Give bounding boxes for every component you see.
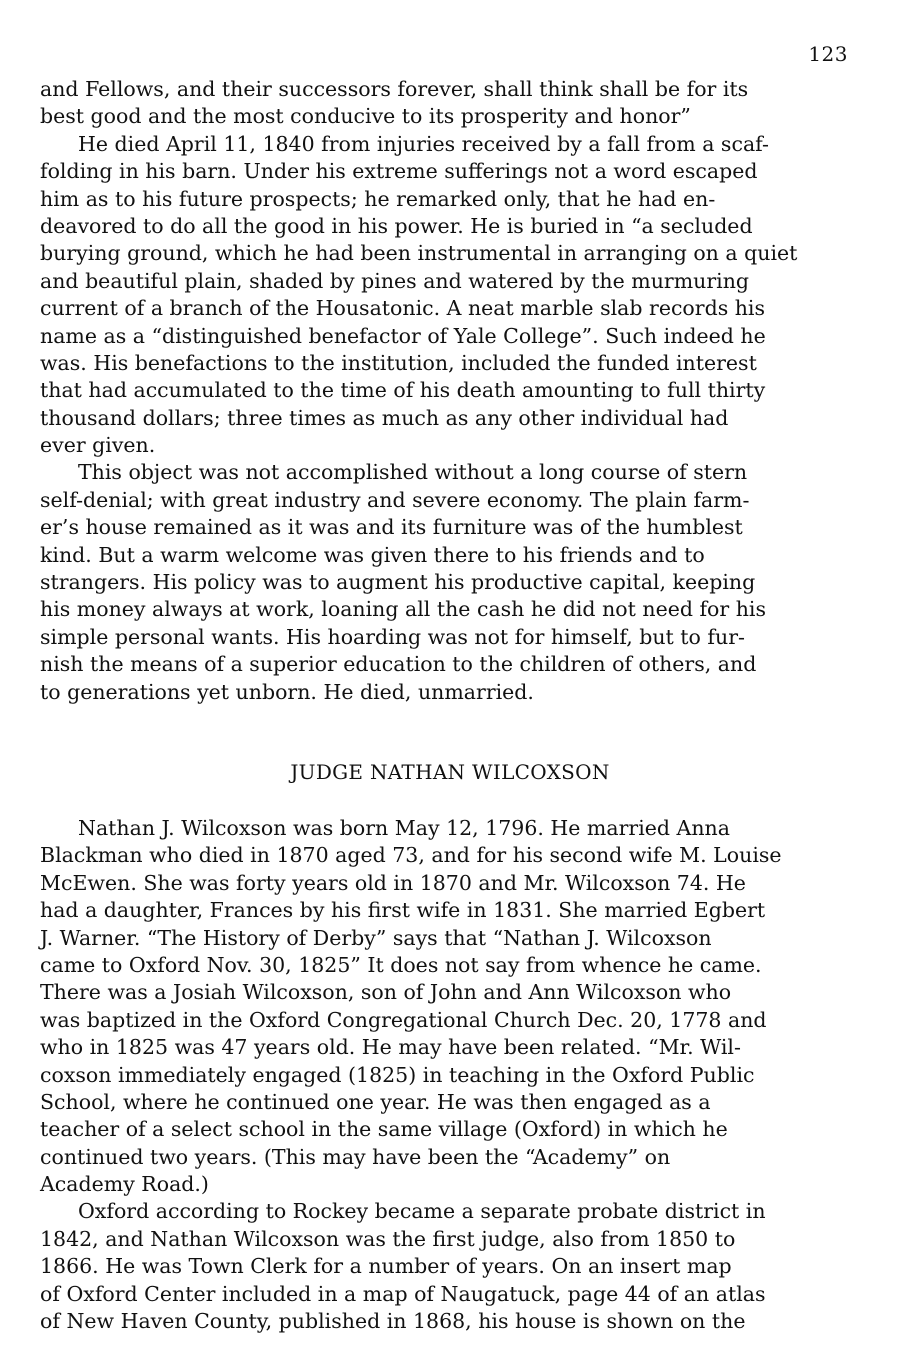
text-line: deavored to do all the good in his power. He is buried in “a secluded (40, 213, 753, 238)
text-line: had a daughter, Frances by his first wife in 1831. She married Egbert (40, 898, 766, 923)
text-line: and Fellows, and their successors forever, shall think shall be for its (40, 77, 749, 101)
text-line: 1866. He was Town Clerk for a number of years. On an insert map (40, 1254, 732, 1279)
text-line: that had accumulated to the time of his death amounting to full thirty (40, 378, 766, 403)
text-line: School, where he continued one year. He was then engaged as a (40, 1089, 711, 1114)
paragraph-start-line: Nathan J. Wilcoxson was born May 12, 1796. He married Anna (78, 816, 730, 840)
text-line: 1842, and Nathan Wilcoxson was the first judge, also from 1850 to (40, 1226, 736, 1251)
text-line: er’s house remained as it was and its furniture was of the humblest (40, 515, 743, 540)
text-line: strangers. His policy was to augment his productive capital, keeping (40, 570, 756, 595)
text-line: thousand dollars; three times as much as any other individual had (40, 405, 729, 430)
text-line: kind. But a warm welcome was given there to his friends and to (40, 542, 705, 567)
body-text-section-1 (40, 76, 860, 706)
text-line: folding in his barn. Under his extreme sufferings not a word escaped (40, 159, 758, 184)
text-line: McEwen. She was forty years old in 1870 and Mr. Wilcoxson 74. He (40, 870, 746, 895)
text-line: Blackman who died in 1870 aged 73, and for his second wife M. Louise (40, 843, 782, 868)
text-line: was. His benefactions to the institution, included the funded interest (40, 350, 757, 375)
text-line: Academy Road.) (40, 1172, 209, 1197)
text-line: There was a Josiah Wilcoxson, son of John and Ann Wilcoxson who (40, 980, 732, 1005)
text-line: who in 1825 was 47 years old. He may have been related. “Mr. Wil- (40, 1035, 741, 1060)
text-line: of Oxford Center included in a map of Naugatuck, page 44 of an atlas (40, 1281, 766, 1306)
text-line: continued two years. (This may have been the “Academy” on (40, 1144, 671, 1169)
text-line: came to Oxford Nov. 30, 1825” It does not say from whence he came. (40, 952, 762, 977)
text-line: nish the means of a superior education to the children of others, and (40, 652, 757, 677)
text-line: best good and the most conducive to its prosperity and honor” (40, 104, 691, 129)
text-line: J. Warner. “The History of Derby” says that “Nathan J. Wilcoxson (40, 925, 712, 950)
text-line: his money always at work, loaning all the cash he did not need for his (40, 597, 766, 622)
text-line: to generations yet unborn. He died, unmarried. (40, 679, 534, 704)
text-line: was baptized in the Oxford Congregational Church Dec. 20, 1778 and (40, 1007, 767, 1032)
text-line: teacher of a select school in the same village (Oxford) in which he (40, 1117, 728, 1142)
text-line: and beautiful plain, shaded by pines and watered by the murmuring (40, 268, 750, 293)
text-line: ever given. (40, 433, 156, 458)
text-line: simple personal wants. His hoarding was not for himself, but to fur- (40, 624, 745, 649)
text-line: self-denial; with great industry and severe economy. The plain farm- (40, 487, 750, 512)
text-line: him as to his future prospects; he remarked only, that he had en- (40, 186, 716, 211)
paragraph-start-line: He died April 11, 1840 from injuries received by a fall from a scaf- (78, 131, 769, 156)
section-heading: JUDGE NATHAN WILCOXSON (290, 760, 610, 784)
text-line: coxson immediately engaged (1825) in teaching in the Oxford Public (40, 1062, 755, 1087)
text-line: name as a “distinguished benefactor of Yale College”. Such indeed he (40, 323, 766, 348)
page-number: 123 (808, 42, 848, 66)
paragraph-start-line: Oxford according to Rockey became a separate probate district in (78, 1199, 766, 1224)
text-line: of New Haven County, published in 1868, his house is shown on the (40, 1309, 746, 1334)
text-line: current of a branch of the Housatonic. A neat marble slab records his (40, 296, 766, 321)
paragraph-start-line: This object was not accomplished without a long course of stern (78, 460, 748, 485)
body-text-section-2 (40, 815, 860, 1335)
text-line: burying ground, which he had been instrumental in arranging on a quiet (40, 241, 798, 266)
